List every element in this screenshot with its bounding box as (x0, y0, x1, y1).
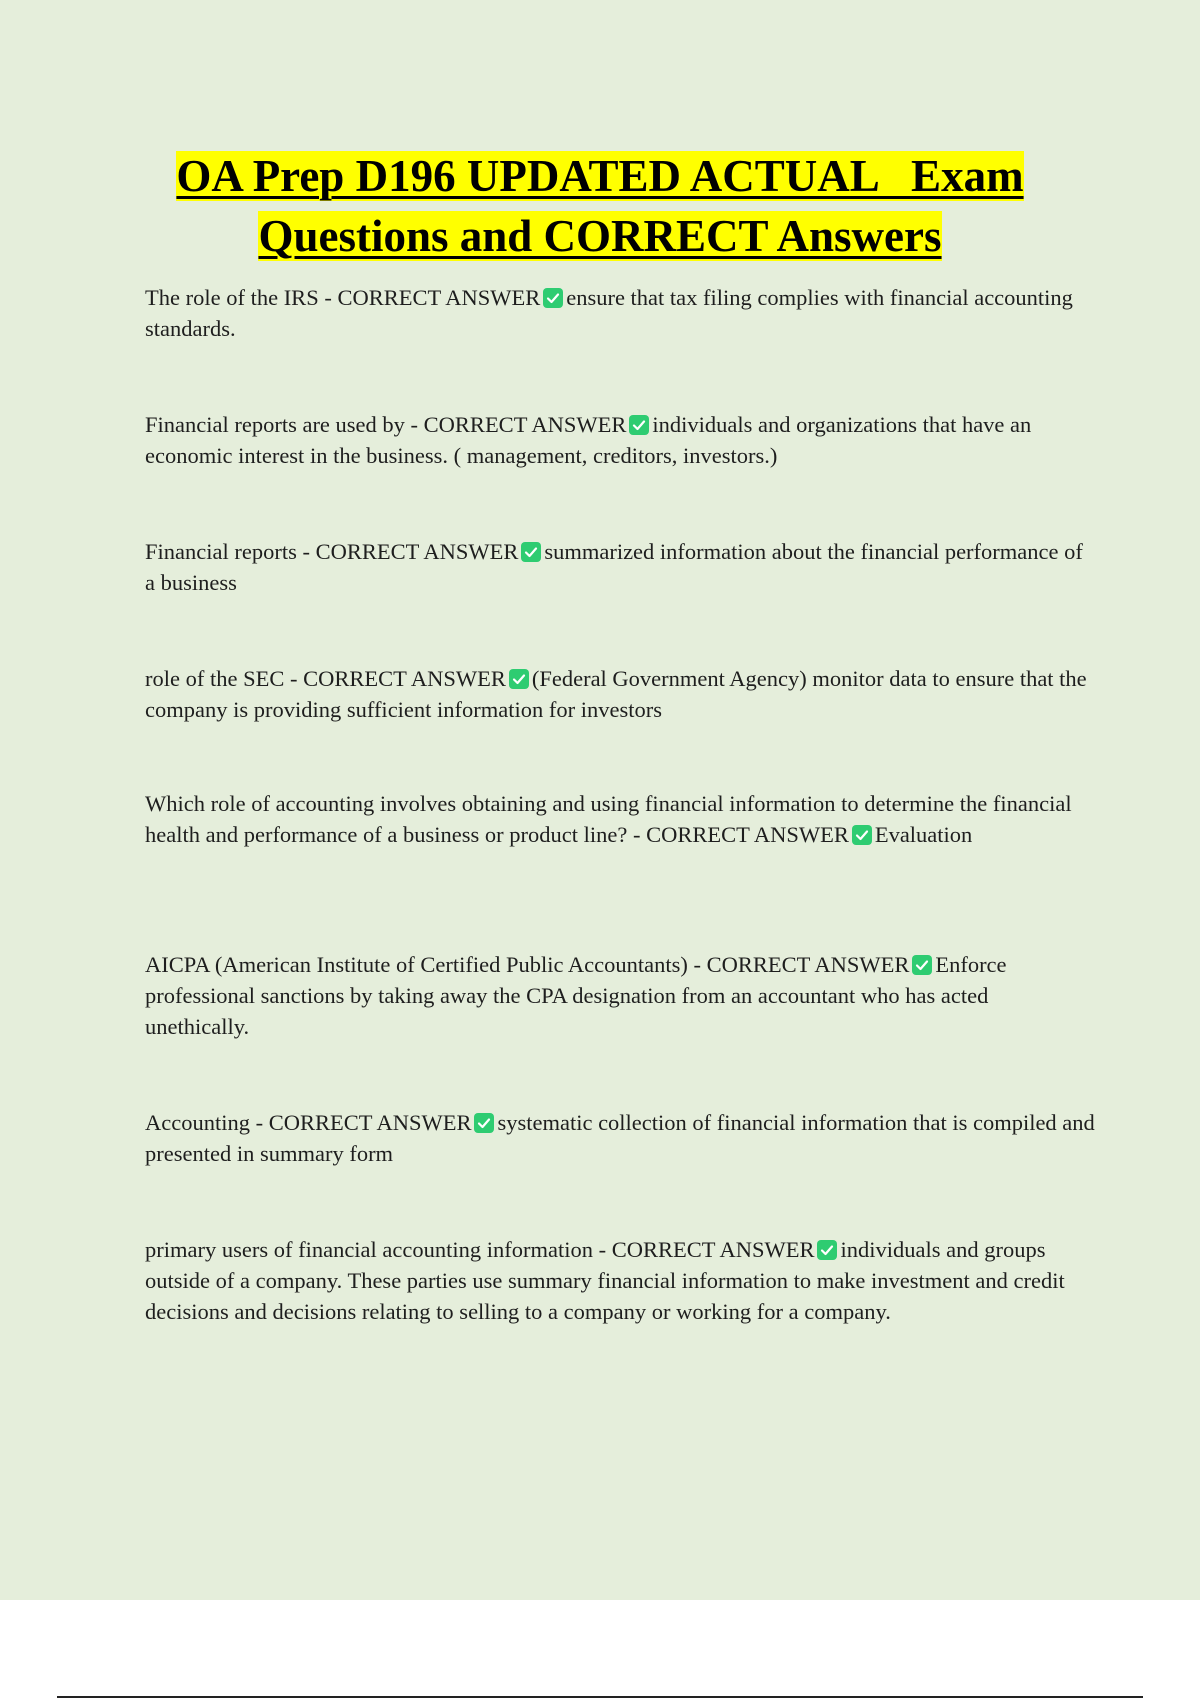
answer-marker: CORRECT ANSWER (303, 666, 506, 691)
qa-item (145, 1234, 1095, 1327)
answer-marker: CORRECT ANSWER (315, 539, 519, 564)
answer-text: individuals and organizations that have an economic interest in the business. ( management, creditors, investors.) (145, 412, 1032, 468)
checkmark-icon (629, 415, 649, 435)
answer-text: Enforce professional sanctions by taking away the CPA designation from an accountant who has acted unethically. (145, 952, 1007, 1039)
question-text: The role of the IRS - (145, 285, 338, 310)
answer-marker: CORRECT ANSWER (706, 952, 910, 977)
qa-item (145, 536, 1095, 598)
question-text: Accounting - (145, 1110, 269, 1135)
answer-text: (Federal Government Agency) monitor data to ensure that the company is providing sufficient information for investors (145, 666, 1087, 722)
answer-text: individuals and groups outside of a company. These parties use summary financial information to make investment and credit decisions and decisions relating to selling to a company or working for a company. (145, 1237, 1065, 1324)
answer-marker: CORRECT ANSWER (646, 822, 849, 847)
question-text: primary users of financial accounting information - (145, 1237, 612, 1262)
footer-divider (57, 1696, 1143, 1698)
qa-item (145, 663, 1095, 725)
answer-marker: CORRECT ANSWER (268, 1110, 472, 1135)
document-title (100, 146, 1100, 266)
question-text: AICPA (American Institute of Certified Public Accountants) - (145, 952, 707, 977)
question-text: role of the SEC - (145, 666, 304, 691)
question-text: Which role of accounting involves obtaining and using financial information to determine the financial health and performance of a business or product line? - (145, 791, 1072, 847)
checkmark-icon (474, 1113, 494, 1133)
checkmark-icon (817, 1240, 837, 1260)
question-text: Financial reports are used by - (145, 412, 424, 437)
qa-item (145, 409, 1095, 471)
answer-text: Evaluation (874, 822, 973, 847)
title-line-2: Questions and CORRECT Answers (258, 211, 942, 261)
answer-marker: CORRECT ANSWER (611, 1237, 815, 1262)
checkmark-icon (509, 669, 529, 689)
answer-text: ensure that tax filing complies with financial accounting standards. (145, 285, 1073, 341)
answer-marker: CORRECT ANSWER (337, 285, 541, 310)
checkmark-icon (543, 288, 563, 308)
qa-item (145, 788, 1095, 850)
qa-item (145, 949, 1095, 1042)
checkmark-icon (852, 825, 872, 845)
answer-text: summarized information about the financial performance of a business (145, 539, 1083, 595)
answer-marker: CORRECT ANSWER (423, 412, 627, 437)
qa-item (145, 282, 1095, 344)
question-text: Financial reports - (145, 539, 316, 564)
title-line-1: OA Prep D196 UPDATED ACTUAL Exam (176, 151, 1024, 201)
checkmark-icon (912, 955, 932, 975)
checkmark-icon (521, 542, 541, 562)
qa-item (145, 1107, 1095, 1169)
answer-text: systematic collection of financial information that is compiled and presented in summary form (145, 1110, 1095, 1166)
